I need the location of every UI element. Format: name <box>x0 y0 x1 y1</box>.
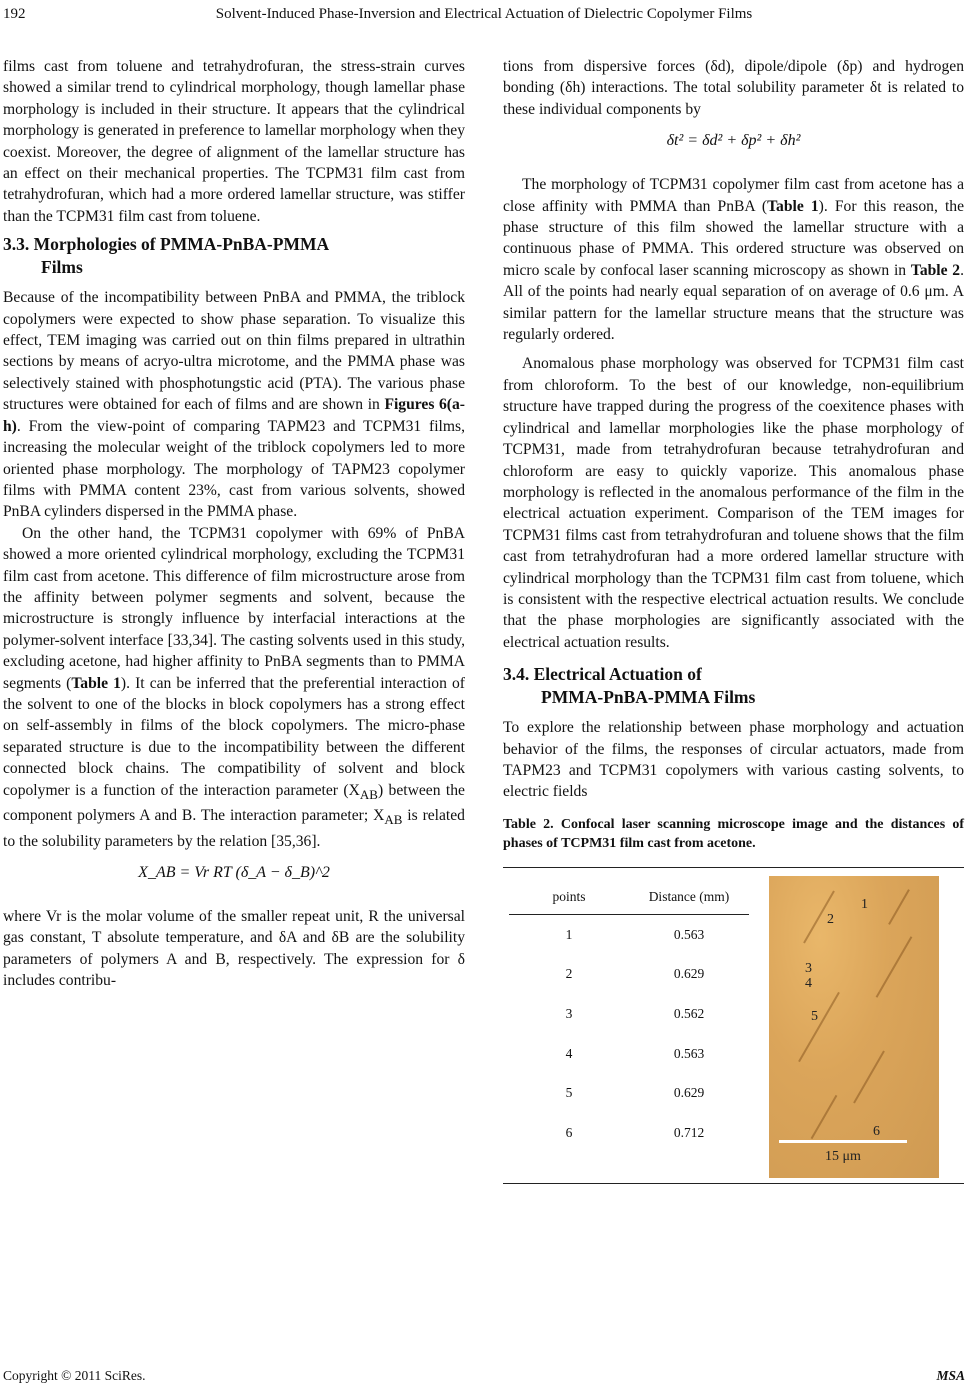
table-row: 6 0.712 <box>565 1124 705 1140</box>
column-header-distance: Distance (mm) <box>629 880 749 915</box>
copyright: Copyright © 2011 SciRes. <box>3 1368 146 1383</box>
scale-bar-label: 15 μm <box>825 1148 861 1164</box>
point-label: 5 <box>811 1008 818 1024</box>
running-header <box>0 6 968 28</box>
figure-reference[interactable]: Figures 6(a-h) <box>3 396 465 435</box>
table-row: 1 0.563 <box>565 926 705 942</box>
paragraph: Because of the incompatibility between PnBA and PMMA, the triblock copolymers were expected to show phase separation. To visualize this effect, TEM imaging was carried out on thin films prepared in ultrathin sections by means of acryo-ultra microtome, and the PMMA phase was selectively stained with phosphotungstic acid (PTA). The various phase structures were obtained for each of films and are shown in Figures 6(a-h). From the view-point of comparing TAPM23 and TCPM31 films, increasing the molecular weight of the triblock copolymers led to more oriented phase morphology. The morphology of TAPM23 copolymer films with PMMA content 23%, cast from various solvents, showed PnBA cylinders dispersed in the PMMA phase. <box>3 289 465 521</box>
point-label: 2 <box>827 911 834 927</box>
section-heading-3-3: 3.3. Morphologies of PMMA-PnBA-PMMA Films <box>3 234 330 278</box>
table-caption: Table 2. Confocal laser scanning microscope image and the distances of phases of TCPM31 film cast from acetone. <box>503 816 964 851</box>
table-row: 4 0.563 <box>565 1045 705 1061</box>
point-label: 6 <box>873 1123 880 1139</box>
paragraph: To explore the relationship between phase morphology and actuation behavior of the films, the responses of circular actuators, made from TAPM23 and TCPM31 copolymers with various casting solvents, to electric fields <box>503 719 964 801</box>
equation-interaction-parameter: X_AB = Vr RT (δ_A − δ_B)^2 <box>138 864 330 882</box>
point-label: 1 <box>861 896 868 912</box>
table-row: 3 0.562 <box>565 1006 705 1022</box>
point-label: 4 <box>805 975 812 991</box>
section-heading-3-4: 3.4. Electrical Actuation of PMMA-PnBA-PMMA Films <box>503 664 756 708</box>
page-number: 192 <box>3 6 26 22</box>
right-column <box>503 56 964 1184</box>
paragraph: films cast from toluene and tetrahydrofuran, the stress-strain curves showed a similar trend to cylindrical morphology, though lamellar phase morphology is included in their structure. It appears that the cylindrical morphology is generated in preference to lamellar morphology when they coexist. Moreover, the degree of alignment of the lamellar structure has an effect on their mechanical properties. The TCPM31 film cast from tetrahydrofuran, which had a more ordered lamellar structure, was stiffer than the TCPM31 film cast from toluene. <box>3 58 465 225</box>
table-reference[interactable]: Table 1 <box>71 674 121 692</box>
distance-table <box>509 880 749 1153</box>
table-row: 2 0.629 <box>565 966 705 982</box>
table-2 <box>503 867 964 1184</box>
paragraph: tions from dispersive forces (δd), dipole/dipole (δp) and hydrogen bonding (δh) interactions. The total solubility parameter δt is related to these individual components by <box>503 58 964 118</box>
table-row: 5 0.629 <box>565 1085 705 1101</box>
left-column <box>3 56 465 992</box>
table-header-row <box>509 880 749 915</box>
point-label: 3 <box>805 960 812 976</box>
equation-solubility-parameter: δt² = δd² + δp² + δh² <box>666 132 801 150</box>
table-reference[interactable]: Table 2 <box>910 261 961 279</box>
column-header-points: points <box>509 880 629 915</box>
running-title: Solvent-Induced Phase-Inversion and Electrical Actuation of Dielectric Copolymer Films <box>215 6 753 22</box>
journal-abbrev: MSA <box>936 1368 965 1383</box>
confocal-microscope-image <box>769 876 939 1178</box>
paragraph: Anomalous phase morphology was observed for TCPM31 film cast from chloroform. To the best of our knowledge, non-equilibrium structure have trapped during the progress of the coexitence phases with cylindrical and lamellar morphologies like the phase morphology of TCPM31, made from tetrahydrofuran because tetrahydrofuran and chloroform are easy to quickly vaporize. This anomalous phase morphology is reflected in the anomalous performance of the film in the electrical actuation experiment. Comparison of the TEM images for TCPM31 films cast from tetrahydrofuran and toluene shows that the film cast from tetrahydrofuran had a more ordered lamellar structure with cylindrical morphology than the TCPM31 film cast from toluene, which is consistent with the respective electrical actuation results. We conclude that the phase morphologies are significantly associated with the electrical actuation results. <box>503 355 964 651</box>
page-footer <box>3 1368 965 1384</box>
scale-bar <box>779 1140 907 1143</box>
paragraph: On the other hand, the TCPM31 copolymer with 69% of PnBA showed a more oriented cylindrical morphology, excluding the TCPM31 film cast from acetone. This difference of film microstructure arose from the affinity between polymer segments and solvent, because the microstructure is strongly influence by interfacial interactions at the polymer-solvent interface [33,34]. The casting solvents used in this study, excluding acetone, had higher affinity to PnBA segments than to PMMA segments (Table 1). It can be inferred that the preferential interaction of the solvent to one of the blocks in block copolymers has a strong effect on self-assembly in films of the block copolymers. The micro-phase separated structure is due to the incompatibility between the different connected block chains. The compatibility of solvent and block copolymer is a function of the interaction parameter $(X_{AB})$ between the component polymers A and B. The interaction parameter; $X_{AB}$ is related to the solubility parameters by the relation [35,36]. <box>3 524 465 850</box>
paragraph: where Vr is the molar volume of the smaller repeat unit, R the universal gas constant, T absolute temperature, and δA and δB are the solubility parameters of polymers A and B, respectively. The expression for δ includes contribu- <box>3 908 465 990</box>
paragraph: The morphology of TCPM31 copolymer film cast from acetone has a close affinity with PMMA than PnBA (Table 1). For this reason, the phase structure of this film showed the lamellar structure with a continuous phase of PMMA. This ordered structure was observed on micro scale by confocal laser scanning microscopy as shown in Table 2. All of the points had nearly equal separation of on average of 0.6 μm. A similar pattern for the lamellar structure means that the structure was regularly ordered. <box>503 176 964 344</box>
table-reference[interactable]: Table 1 <box>767 197 819 215</box>
